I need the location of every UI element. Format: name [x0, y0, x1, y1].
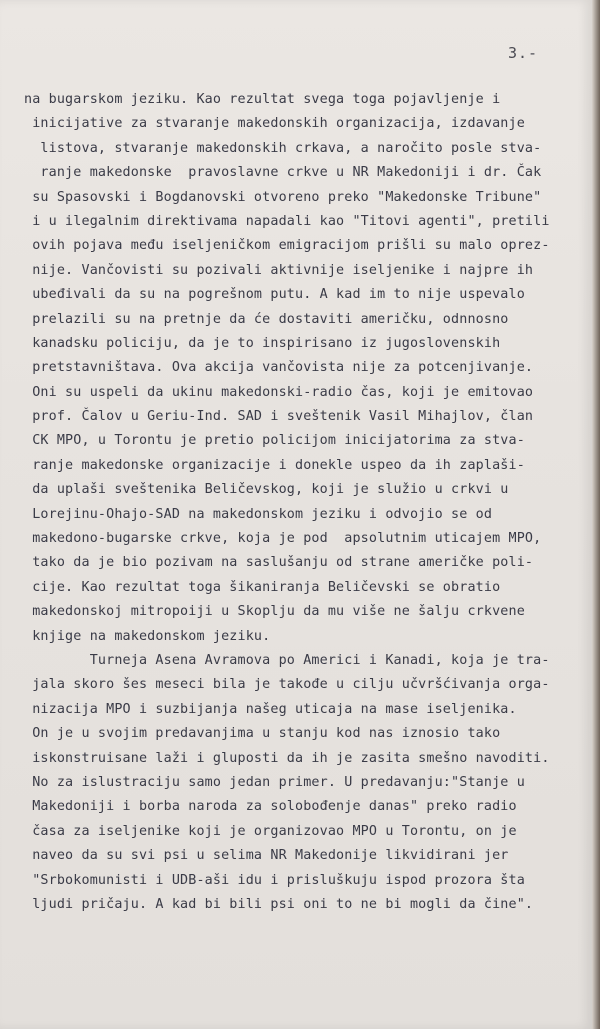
page-number: 3.- — [508, 44, 539, 62]
text-line: prof. Čalov u Geriu-Ind. SAD i sveštenik Vasil Mihajlov, član — [24, 409, 534, 425]
text-line: Lorejinu-Ohajo-SAD na makedonskom jeziku i odvojio se od — [24, 506, 493, 522]
text-line: ranje makedonske organizacije i donekle uspeo da ih zaplaši- — [24, 457, 525, 473]
text-line: knjige na makedonskom jeziku. — [24, 628, 271, 644]
text-line: pretstavništava. Ova akcija vančovista nije za potcenjivanje. — [24, 360, 534, 376]
text-line: naveo da su svi psi u selima NR Makedonije likvidirani jer — [24, 848, 509, 864]
typed-text-body — [24, 88, 600, 917]
text-line: ranje makedonske pravoslavne crkve u NR Makedoniji i dr. Čak — [24, 165, 542, 181]
text-line: cije. Kao rezultat toga šikaniranja Beličevski se obratio — [24, 579, 501, 595]
text-line: ovih pojava među iseljeničkom emigracijom prišli su malo oprez- — [24, 238, 550, 254]
text-line: "Srbokomunisti i UDB-aši idu i prisluškuju ispod prozora šta — [24, 872, 525, 888]
text-line: prelazili su na pretnje da će dostaviti američku, odnnosno — [24, 311, 509, 327]
text-line: i u ilegalnim direktivama napadali kao "Titovi agenti", pretili — [24, 213, 550, 229]
text-line: kanadsku policiju, da je to inspirisano iz jugoslovenskih — [24, 335, 501, 351]
text-line: makedono-bugarske crkve, koja je pod apsolutnim uticajem MPO, — [24, 531, 542, 547]
text-line: jala skoro šes meseci bila je takođe u cilju učvršćivanja orga- — [24, 677, 550, 693]
text-line: ljudi pričaju. A kad bi bili psi oni to ne bi mogli da čine". — [24, 896, 534, 912]
page-edge-shadow — [592, 0, 600, 1029]
text-line: na bugarskom jeziku. Kao rezultat svega toga pojavljenje i — [24, 92, 501, 107]
text-line: su Spasovski i Bogdanovski otvoreno preko "Makedonske Tribune" — [24, 189, 542, 205]
text-line: tako da je bio pozivam na saslušanju od strane američke poli- — [24, 555, 534, 571]
text-line: ubeđivali da su na pogrešnom putu. A kad im to nije uspevalo — [24, 287, 525, 303]
text-line: časa za iseljenike koji je organizovao MPO u Torontu, on je — [24, 823, 517, 839]
text-line: No za islustraciju samo jedan primer. U predavanju:"Stanje u — [24, 774, 525, 790]
text-line: makedonskoj mitropoiji u Skoplju da mu više ne šalju crkvene — [24, 604, 525, 620]
text-line: CK MPO, u Torontu je pretio policijom inicijatorima za stva- — [24, 433, 525, 449]
text-line: iskonstruisane laži i gluposti da ih je zasita smešno navoditi. — [24, 750, 550, 766]
text-line: da uplaši sveštenika Beličevskog, koji je služio u crkvi u — [24, 482, 509, 498]
text-line: listova, stvaranje makedonskih crkava, a naročito posle stva- — [24, 140, 542, 156]
text-line: Oni su uspeli da ukinu makedonski-radio čas, koji je emitovao — [24, 384, 534, 400]
text-line: inicijative za stvaranje makedonskih organizacija, izdavanje — [24, 116, 525, 132]
text-line: nizacija MPO i suzbijanja našeg uticaja na mase iseljenika. — [24, 701, 517, 717]
text-line: nije. Vančovisti su pozivali aktivnije iseljenike i najpre ih — [24, 262, 534, 278]
text-line: Turneja Asena Avramova po Americi i Kanadi, koja je tra- — [24, 652, 550, 668]
text-line: On je u svojim predavanjima u stanju kod nas iznosio tako — [24, 726, 501, 742]
text-line: Makedoniji i borba naroda za solobođenje danas" preko radio — [24, 799, 517, 815]
